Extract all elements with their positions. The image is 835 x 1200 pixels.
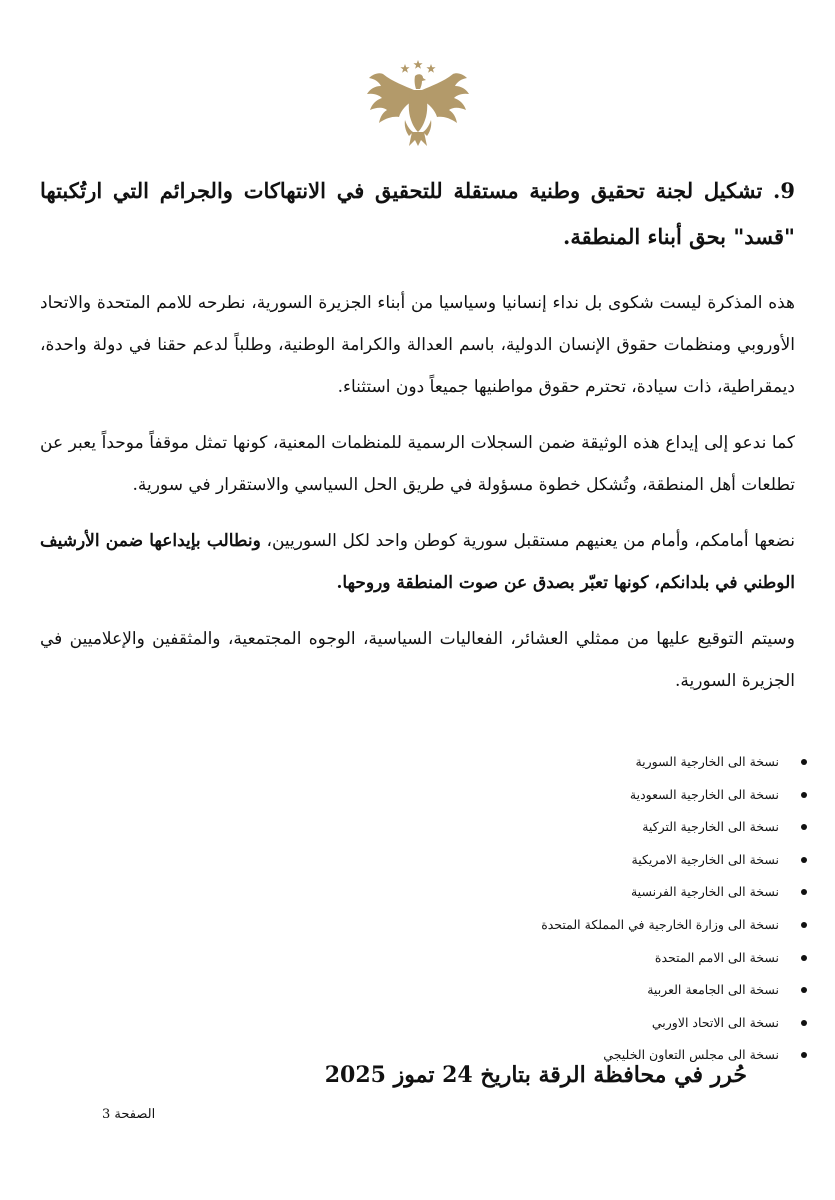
list-item	[541, 876, 807, 909]
bullet-icon	[801, 1052, 807, 1058]
section-heading: 9. تشكيل لجنة تحقيق وطنية مستقلة للتحقيق في الانتهاكات والجرائم التي ارتُكبتها "قسد" بحق أبناء المنطقة.	[40, 178, 795, 249]
paragraph-archive-demand	[40, 520, 795, 604]
bullet-icon	[801, 824, 807, 830]
copy-recipient: نسخة الى مجلس التعاون الخليجي	[603, 1047, 779, 1063]
list-item	[541, 1007, 807, 1040]
bullet-icon	[801, 889, 807, 895]
bullet-icon	[801, 987, 807, 993]
copy-recipient: نسخة الى الخارجية السورية	[635, 754, 779, 769]
bullet-icon	[801, 955, 807, 961]
bullet-icon	[801, 1020, 807, 1026]
copy-recipient: نسخة الى الخارجية الامريكية	[631, 851, 779, 867]
copy-recipient: نسخة الى الاتحاد الاوربي	[651, 1014, 779, 1030]
paragraph-signatories: وسيتم التوقيع عليها من ممثلي العشائر، الفعاليات السياسية، الوجوه المجتمعية، والمثقفين والإعلاميين في الجزيرة السورية.	[40, 629, 795, 691]
paragraph-deposit-request: كما ندعو إلى إيداع هذه الوثيقة ضمن السجلات الرسمية للمنظمات المعنية، كونها تمثل موقفاً موحداً يعبر عن تطلعات أهل المنطقة، وتُشكل خطوة مسؤولة في طريق الحل السياسي والاستقرار في سورية.	[40, 433, 795, 495]
list-item	[541, 942, 807, 975]
letter-body	[40, 168, 795, 716]
eagle-emblem-icon	[365, 60, 471, 146]
list-item	[541, 779, 807, 812]
copy-recipient: نسخة الى الخارجية التركية	[642, 819, 779, 835]
bullet-icon	[801, 759, 807, 765]
signature-line: حُرر في محافظة الرقة بتاريخ 24 تموز 2025	[324, 1062, 747, 1088]
paragraph-archive-demand-bold: ونطالب بإيداعها ضمن الأرشيف الوطني في بلدانكم، كونها تعبّر بصدق عن صوت المنطقة وروحها.	[40, 531, 795, 593]
list-item	[541, 844, 807, 877]
bullet-icon	[801, 857, 807, 863]
bullet-icon	[801, 792, 807, 798]
copy-recipient: نسخة الى الخارجية الفرنسية	[630, 884, 779, 900]
paragraph-memorandum: هذه المذكرة ليست شكوى بل نداء إنسانيا وسياسيا من أبناء الجزيرة السورية، نطرحه للامم المتحدة والاتحاد الأوروبي ومنظمات حقوق الإنسان الدولية، باسم العدالة والكرامة الوطنية، وطلباً لدعم حقنا في دولة واحدة، ديمقراطية، ذات سيادة، تحترم حقوق مواطنيها جميعاً دون استثناء.	[40, 293, 795, 397]
copy-recipient: نسخة الى الخارجية السعودية	[629, 786, 779, 802]
copies-list	[541, 746, 807, 1072]
paragraph-archive-demand-normal: نضعها أمامكم، وأمام من يعنيهم مستقبل سورية كوطن واحد لكل السوريين،	[260, 531, 795, 551]
list-item	[541, 974, 807, 1007]
page-number: الصفحة 3	[102, 1107, 156, 1122]
copy-recipient: نسخة الى وزارة الخارجية في المملكة المتحدة	[541, 916, 779, 932]
copy-recipient: نسخة الى الامم المتحدة	[654, 949, 779, 965]
bullet-icon	[801, 922, 807, 928]
list-item	[541, 811, 807, 844]
copy-recipient: نسخة الى الجامعة العربية	[647, 982, 779, 998]
list-item	[541, 909, 807, 942]
list-item	[541, 746, 807, 779]
